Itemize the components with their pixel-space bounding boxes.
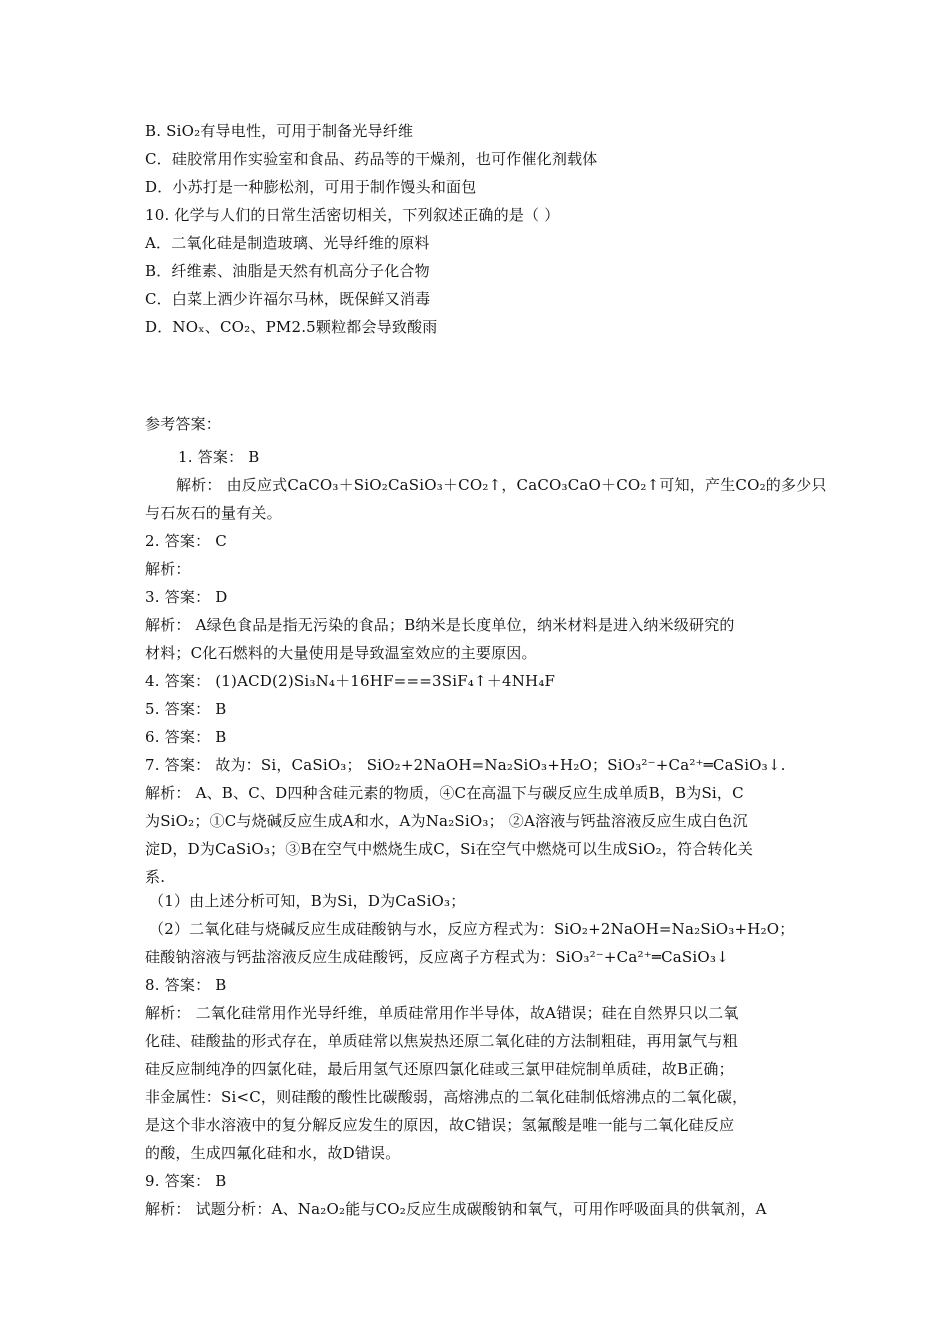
option-d-line: D．小苏打是一种膨松剂，可用于制作馒头和面包: [145, 178, 477, 196]
answer-3: 3. 答案： D: [145, 588, 228, 606]
answer-7-explanation-cont-2: 淀D，D为CaSiO₃；③B在空气中燃烧生成C，Si在空气中燃烧可以生成SiO₂，符合转化关: [145, 840, 754, 858]
q10-option-d: D．NOₓ、CO₂、PM2.5颗粒都会导致酸雨: [145, 318, 438, 336]
option-b-line: B. SiO₂有导电性，可用于制备光导纤维: [145, 122, 414, 140]
answer-9-explanation: 解析： 试题分析：A、Na₂O₂能与CO₂反应生成碳酸钠和氧气，可用作呼吸面具的供氧剂，A: [145, 1200, 767, 1218]
q10-option-c: C．白菜上洒少许福尔马林，既保鲜又消毒: [145, 290, 431, 308]
q10-option-a: A．二氧化硅是制造玻璃、光导纤维的原料: [145, 234, 430, 252]
q10-option-b: B．纤维素、油脂是天然有机高分子化合物: [145, 262, 430, 280]
answer-7-explanation-cont-3: 系.: [145, 868, 166, 886]
answer-8-explanation: 解析： 二氧化硅常用作光导纤维，单质硅常用作半导体，故A错误；硅在自然界只以二氧: [145, 1004, 739, 1022]
answer-7-part-2-cont: 硅酸钠溶液与钙盐溶液反应生成硅酸钙，反应离子方程式为：SiO₃²⁻+Ca²⁺═CaSiO₃↓: [145, 948, 729, 966]
answer-3-explanation-cont: 材料；C化石燃料的大量使用是导致温室效应的主要原因。: [145, 644, 537, 662]
answer-4: 4. 答案： (1)ACD(2)Si₃N₄＋16HF===3SiF₄↑＋4NH₄F: [145, 672, 556, 690]
answer-7: 7. 答案： 故为：Si，CaSiO₃； SiO₂+2NaOH=Na₂SiO₃+H₂O；SiO₃²⁻+Ca²⁺═CaSiO₃↓.: [145, 756, 786, 774]
answer-2-explanation: 解析：: [145, 560, 191, 578]
answer-8-explanation-cont-1: 化硅、硅酸盐的形式存在，单质硅常以焦炭热还原二氧化硅的方法制粗硅，再用氯气与粗: [145, 1032, 738, 1050]
answer-1: 1. 答案： B: [178, 448, 260, 466]
answer-3-explanation: 解析： A绿色食品是指无污染的食品；B纳米是长度单位，纳米材料是进入纳米级研究的: [145, 616, 735, 634]
answer-8-explanation-cont-5: 的酸，生成四氟化硅和水，故D错误。: [145, 1144, 401, 1162]
answer-7-part-1: （1）由上述分析可知，B为Si，D为CaSiO₃；: [149, 892, 466, 910]
answer-5: 5. 答案： B: [145, 700, 227, 718]
answer-9: 9. 答案： B: [145, 1172, 227, 1190]
answer-8-explanation-cont-3: 非金属性：Si<C，则硅酸的酸性比碳酸弱，高熔沸点的二氧化硅制低熔沸点的二氧化碳，: [145, 1088, 748, 1106]
answer-1-explanation: 解析： 由反应式CaCO₃＋SiO₂CaSiO₃＋CO₂↑，CaCO₃CaO＋CO₂↑可知，产生CO₂的多少只: [176, 476, 827, 494]
answer-8: 8. 答案： B: [145, 976, 227, 994]
option-c-line: C．硅胶常用作实验室和食品、药品等的干燥剂，也可作催化剂载体: [145, 150, 598, 168]
answer-7-part-2: （2）二氧化硅与烧碱反应生成硅酸钠与水，反应方程式为：SiO₂+2NaOH=Na₂SiO₃+H₂O；: [149, 920, 795, 938]
answers-heading: 参考答案：: [145, 415, 222, 433]
answer-7-explanation: 解析： A、B、C、D四种含硅元素的物质，④C在高温下与碳反应生成单质B，B为Si，C: [145, 784, 744, 802]
question-10-stem: 10. 化学与人们的日常生活密切相关，下列叙述正确的是（ ）: [145, 206, 560, 224]
answer-6: 6. 答案： B: [145, 728, 227, 746]
answer-2: 2. 答案： C: [145, 532, 227, 550]
answer-1-explanation-cont: 与石灰石的量有关。: [145, 504, 282, 522]
answer-7-explanation-cont-1: 为SiO₂；①C与烧碱反应生成A和水，A为Na₂SiO₃； ②A溶液与钙盐溶液反应生成白色沉: [145, 812, 748, 830]
answer-8-explanation-cont-2: 硅反应制纯净的四氯化硅，最后用氢气还原四氯化硅或三氯甲硅烷制单质硅，故B正确；: [145, 1060, 734, 1078]
answer-8-explanation-cont-4: 是这个非水溶液中的复分解反应发生的原因，故C错误；氢氟酸是唯一能与二氧化硅反应: [145, 1116, 735, 1134]
